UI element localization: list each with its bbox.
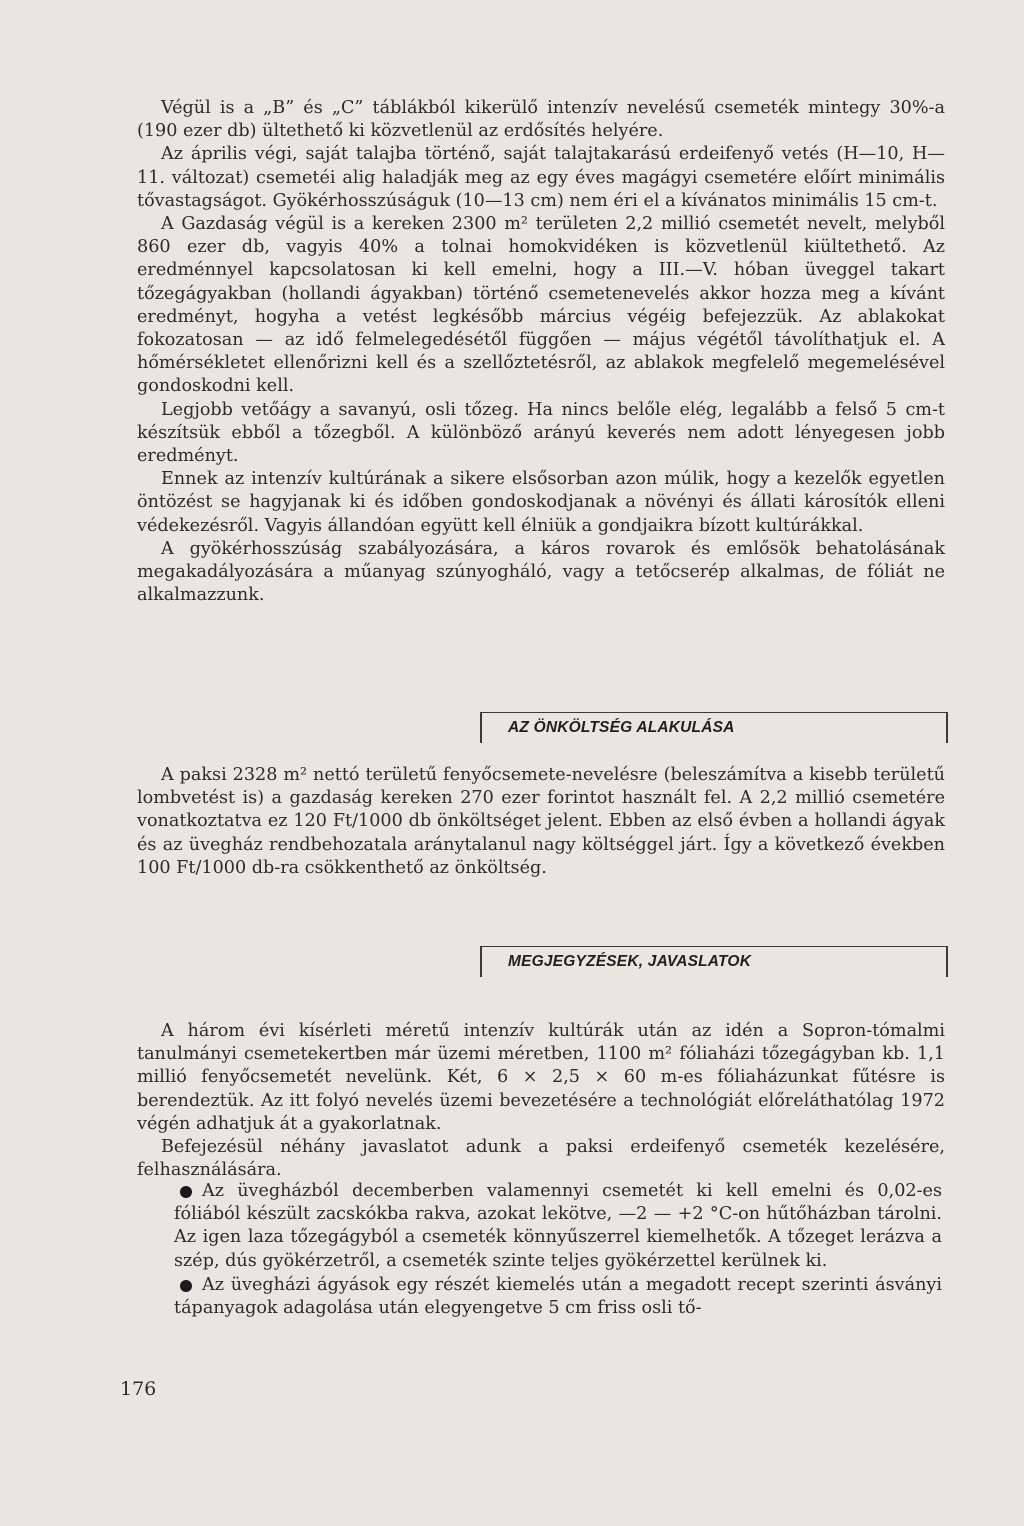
- bullet-icon: [180, 1280, 192, 1292]
- cost-text-block: [137, 764, 945, 880]
- intro-text-block: [137, 97, 945, 607]
- paragraph: Legjobb vetőágy a savanyú, osli tőzeg. Ha nincs belőle elég, legalább a felső 5 cm-t készítsük ebből a tőzegből. A különböző arányú keverés nem adott lényegesen jobb eredményt.: [137, 399, 945, 467]
- page-number: 176: [120, 1378, 157, 1400]
- bullet-icon: [180, 1186, 192, 1198]
- section-heading-notes: [480, 946, 948, 977]
- section-heading-text: AZ ÖNKÖLTSÉG ALAKULÁSA: [508, 719, 735, 736]
- paragraph: A gyökérhosszúság szabályozására, a káros rovarok és emlősök behatolásának megakadályozására a műanyag szúnyogháló, vagy a tetőcserép alkalmas, de fóliát ne alkalmazzunk.: [137, 538, 945, 606]
- paragraph: Ennek az intenzív kultúrának a sikere elsősorban azon múlik, hogy a kezelők egyetlen öntözést se hagyjanak ki és időben gondoskodjanak a növényi és állati károsítók elleni védekezésről. Vagyis állandóan együtt kell élniük a gondjaikra bízott kultúrákkal.: [137, 469, 945, 536]
- section-heading-text: MEGJEGYZÉSEK, JAVASLATOK: [508, 953, 752, 970]
- paragraph: Befejezésül néhány javaslatot adunk a paksi erdeifenyő csemeték kezelésére, felhasználására.: [137, 1137, 945, 1181]
- list-item-text: Az üvegházi ágyások egy részét kiemelés után a megadott recept szerinti ásványi tápanyagok adagolása után elegyengetve 5 cm friss osli tő-: [174, 1274, 942, 1319]
- paragraph: A Gazdaság végül is a kereken 2300 m² területen 2,2 millió csemetét nevelt, melyből 860 ezer db, vagyis 40% a tolnai homokvidéken is közvetlenül kiültethető. Az eredménnyel kapcsolatosan ki kell emelni, hogy a III.—V. hóban üveggel takart tőzegágyakban (hollandi ágyakban) történő csemetenevelés akkor hozza meg a kívánt eredményt, hogyha a vetést legkésőbb március végéig befejezzük. Az ablakokat fokozatosan — az idő felmelegedésétől függően — május végétől távolíthatjuk el. A hőmérsékletet ellenőrizni kell és a szellőztetésről, az ablakok megfelelő megemelésével gondoskodni kell.: [137, 214, 945, 397]
- paragraph: Végül is a „B” és „C” táblákból kikerülő intenzív nevelésű csemeték mintegy 30%-a (190 ezer db) ültethető ki közvetlenül az erdősítés helyére.: [137, 98, 945, 142]
- paragraph: Az április végi, saját talajba történő, saját talajtakarású erdeifenyő vetés (H—10, H—11. változat) csemetéi alig haladják meg az egy éves magágyi csemetére előírt minimális tővastagságot. Gyökérhosszúságuk (10—13 cm) nem éri el a kívánatos minimális 15 cm-t.: [137, 144, 945, 211]
- recommendation-list: [174, 1180, 942, 1321]
- notes-text-block: [137, 1020, 945, 1182]
- paragraph: A három évi kísérleti méretű intenzív kultúrák után az idén a Sopron-tómalmi tanulmányi csemetekertben már üzemi méretben, 1100 m² fóliaházi tőzegágyban kb. 1,1 millió fenyőcsemetét nevelünk. Két, 6 × 2,5 × 60 m-es fóliaházunkat fűtésre is berendeztük. Az itt folyó nevelés üzemi bevezetésére a technológiát előreláthatólag 1972 végén adhatjuk át a gyakorlatnak.: [137, 1021, 945, 1134]
- list-item: [174, 1274, 942, 1320]
- section-heading-cost: [480, 712, 948, 743]
- list-item-text: Az üvegházból decemberben valamennyi csemetét ki kell emelni és 0,02-es fóliából készült zacskókba rakva, azokat lekötve, —2 — +2 °C-on hűtőházban tárolni. Az igen laza tőzegágyból a csemeték könnyűszerrel kiemelhetők. A tőzeget lerázva a szép, dús gyökérzetről, a csemeték szinte teljes gyökérzettel kerülnek ki.: [174, 1181, 942, 1271]
- paragraph: A paksi 2328 m² nettó területű fenyőcsemete-nevelésre (beleszámítva a kisebb területű lombvetést is) a gazdaság kereken 270 ezer forintot használt fel. A 2,2 millió csemetére vonatkoztatva ez 120 Ft/1000 db önköltséget jelent. Ebben az első évben a hollandi ágyak és az üvegház rendbehozatala aránytalanul nagy költséggel járt. Így a következő években 100 Ft/1000 db-ra csökkenthető az önköltség.: [137, 765, 945, 878]
- list-item: [174, 1180, 942, 1273]
